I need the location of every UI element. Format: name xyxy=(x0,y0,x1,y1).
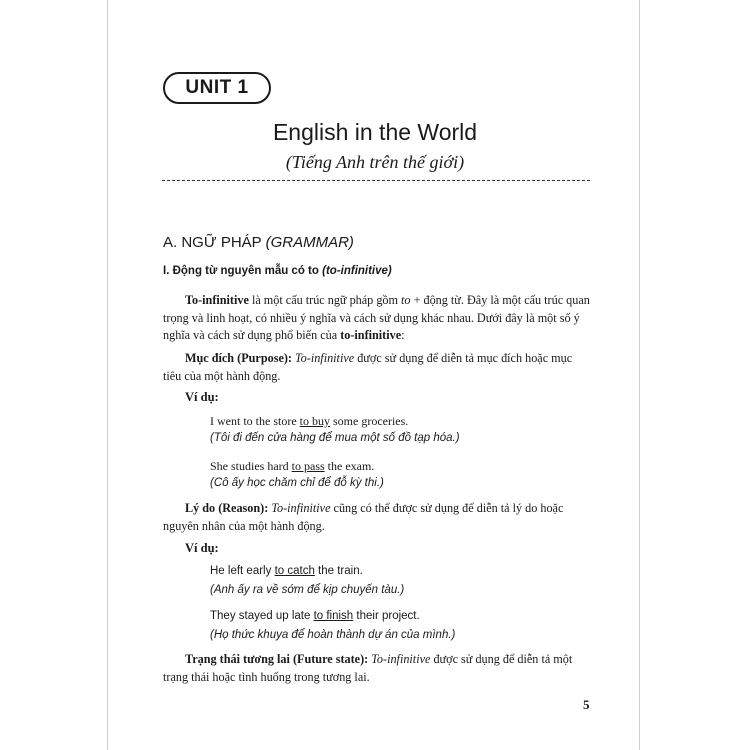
future-paragraph xyxy=(163,651,591,686)
purpose-example-label: Ví dụ: xyxy=(185,390,219,404)
reason-example-2 xyxy=(210,610,420,622)
reason-example-1 xyxy=(210,565,363,577)
intro-text-2: + động từ. Đây là một cấu trúc quan trọng và linh hoạt, có nhiều ý nghĩa và cách sử dụng khác nhau. Dưới đây là một số ý nghĩa và cách sử dụng phổ biến của xyxy=(163,293,590,342)
intro-end: : xyxy=(401,328,405,342)
purpose-text: được sử dụng để diễn tả mục đích hoặc mục tiêu của một hành động. xyxy=(163,351,573,383)
purpose-paragraph xyxy=(163,350,591,385)
purpose-example-1-translation: (Tôi đi đến cửa hàng để mua một số đồ tạp hóa.) xyxy=(210,432,460,444)
reason-example-label: Ví dụ: xyxy=(185,541,219,555)
future-title: Trạng thái tương lai (Future state): xyxy=(185,652,369,666)
intro-to: to xyxy=(401,293,411,307)
future-text: được sử dụng để diễn tả một trạng thái hoặc tình huống trong tương lai. xyxy=(163,652,573,684)
reason-term: To-infinitive xyxy=(271,501,331,515)
reason-text: cũng có thể được sử dụng để diễn tả lý do hoặc nguyên nhân của một hành động. xyxy=(163,501,564,533)
reason-paragraph xyxy=(163,500,591,535)
purpose-term: To-infinitive xyxy=(295,351,355,365)
reason-ex2-underline: to finish xyxy=(313,610,354,622)
purpose-title: Mục đích (Purpose): xyxy=(185,351,292,365)
section-heading xyxy=(163,234,354,251)
unit-title: English in the World xyxy=(272,119,478,145)
purpose-ex2-after: the exam. xyxy=(324,459,375,473)
unit-badge: UNIT 1 xyxy=(163,72,271,104)
reason-ex2-after: their project. xyxy=(353,610,420,622)
purpose-example-2 xyxy=(210,459,374,474)
subsection-heading-vi: I. Động từ nguyên mẫu có to xyxy=(163,265,319,277)
reason-example-1-translation: (Anh ấy ra về sớm để kịp chuyến tàu.) xyxy=(210,584,405,596)
dashed-divider xyxy=(162,180,590,181)
purpose-ex1-after: some groceries. xyxy=(330,414,409,428)
purpose-example-1 xyxy=(210,414,408,429)
purpose-ex2-before: She studies hard xyxy=(210,459,292,473)
section-heading-vi: A. NGỮ PHÁP xyxy=(163,234,262,251)
reason-ex1-after: the train. xyxy=(314,565,363,577)
page-number: 5 xyxy=(583,697,590,712)
reason-ex1-before: He left early xyxy=(210,565,275,577)
reason-title: Lý do (Reason): xyxy=(185,501,269,515)
intro-term: To-infinitive xyxy=(185,293,249,307)
reason-ex2-before: They stayed up late xyxy=(210,610,314,622)
reason-example-2-translation: (Họ thức khuya để hoàn thành dự án của mình.) xyxy=(210,629,456,641)
subsection-heading xyxy=(163,265,392,277)
purpose-example-2-translation: (Cô ấy học chăm chỉ để đỗ kỳ thi.) xyxy=(210,477,384,489)
purpose-ex1-underline: to buy xyxy=(299,414,330,428)
intro-paragraph xyxy=(163,292,591,345)
purpose-ex2-underline: to pass xyxy=(291,459,325,473)
intro-text-1: là một cấu trúc ngữ pháp gồm xyxy=(248,293,402,307)
reason-ex1-underline: to catch xyxy=(274,565,315,577)
intro-term-2: to-infinitive xyxy=(340,328,402,342)
unit-subtitle: (Tiếng Anh trên thế giới) xyxy=(285,152,465,172)
future-term: To-infinitive xyxy=(371,652,431,666)
subsection-heading-en: (to-infinitive) xyxy=(322,265,392,277)
purpose-ex1-before: I went to the store xyxy=(210,414,300,428)
section-heading-en: (GRAMMAR) xyxy=(265,234,354,251)
